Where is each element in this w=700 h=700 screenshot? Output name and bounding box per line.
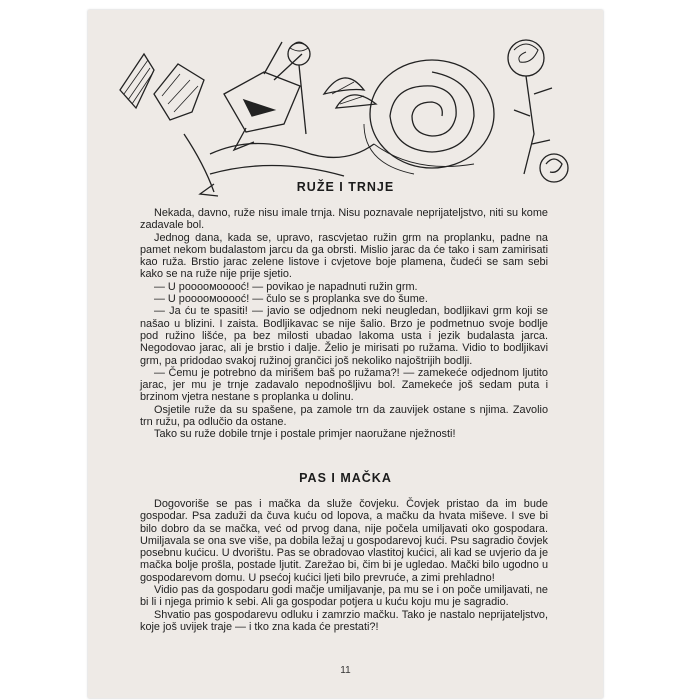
story-text-ruze-i-trnje [140,207,548,441]
paragraph: — Ja ću te spasiti! — javio se odjednom neki neugledan, bodljikavi grm koji se našao u blizini. I zaista. Bodljikavac se nije šalio. Brzo je podmetnuo svoje bodlje pod ružino lišće, pa bez milosti ubadao lakoma usta i jezik budalasta jarca. Negodovao jarac, ali je brstio i dalje. Želio je mirisati po ružama. Vidio to bodljikavi grm, pa pridodao svakoj ružinoj grančici još nekoliko najoštrijih bodlji. [140,305,548,367]
paragraph: Osjetile ruže da su spašene, pa zamole trn da zauvijek ostane s njima. Zavolio trn ružu, pa odlučio da ostane. [140,403,548,429]
page-number: 11 [340,665,351,676]
paragraph: Tako su ruže dobile trnje i postale primjer naoružane nježnosti! [154,428,456,441]
story-text-pas-i-macka [140,498,548,633]
paragraph: — U pooooмooooć! — povikao je napadnuti ružin grm. [154,280,418,293]
paragraph: — U pooooмooooć! — čulo se s proplanka sve do šume. [154,293,428,306]
paragraph: Shvatio pas gospodarevu odluku i zamrzio mačku. Tako je nastalo neprijateljstvo, koje još uvijek traje — i tko zna kada će prestati?! [140,608,548,633]
roses-and-thorns-illustration [114,24,578,200]
paragraph: Jednog dana, kada se, upravo, rascvjetao ružin grm na proplanku, padne na pamet nekom budalastom jarcu da ga obrsti. Mislio jarac da će tako i sam zamirisati kao ruža. Brstio jarac zelene listove i cvjetove boje plamena, čudeći se sam sebi kako se na ruže nije prije sjetio. [140,231,548,281]
book-page [88,10,603,698]
paragraph: Nekada, davno, ruže nisu imale trnja. Nisu poznavale neprijateljstvo, niti su kome zadavale bol. [140,207,548,232]
paragraph: Dogovoriše se pas i mačka da služe čovjeku. Čovjek pristao da im bude gospodar. Psa zaduži da čuva kuću od lopova, a mačku da hvata miševe. I sve bi bilo dobro da se mačka, već od prvog dana, nije počela umiljavati oko gospodara. Umiljavala se ona sve više, pa dobila ležaj u gospodarevoj kući. Psu sagradio čovjek posebnu kućicu. U dvorištu. Pas se obradovao vlastitoj kućici, ali kad se uvjerio da je mačka bolje prošla, postade ljutit. Zarežao bi, čim bi je ugledao. Mački bilo ugodno u gospodarevom domu. U psećoj kućici ljeti bilo prevruće, a zimi prehladno! [140,498,549,584]
story-title-pas-i-macka: PAS I MAČKA [299,471,392,485]
paragraph: — Čemu je potrebno da mirišem baš po ružama?! — zamekeće odjednom ljutito jarac, jer mu je trnje zadavalo nepodnošljivu bol. Zamekeće još sedam puta i brzinom vjetra nestane s proplanka u dolinu. [140,366,548,404]
paragraph: Vidio pas da gospodaru godi mačje umiljavanje, pa mu se i on poče umiljavati, ne bi li i njega primio k sebi. Ali ga gospodar potjera u kuću koju mu je sagradio. [140,584,548,609]
story-title-ruze-i-trnje: RUŽE I TRNJE [296,180,395,194]
